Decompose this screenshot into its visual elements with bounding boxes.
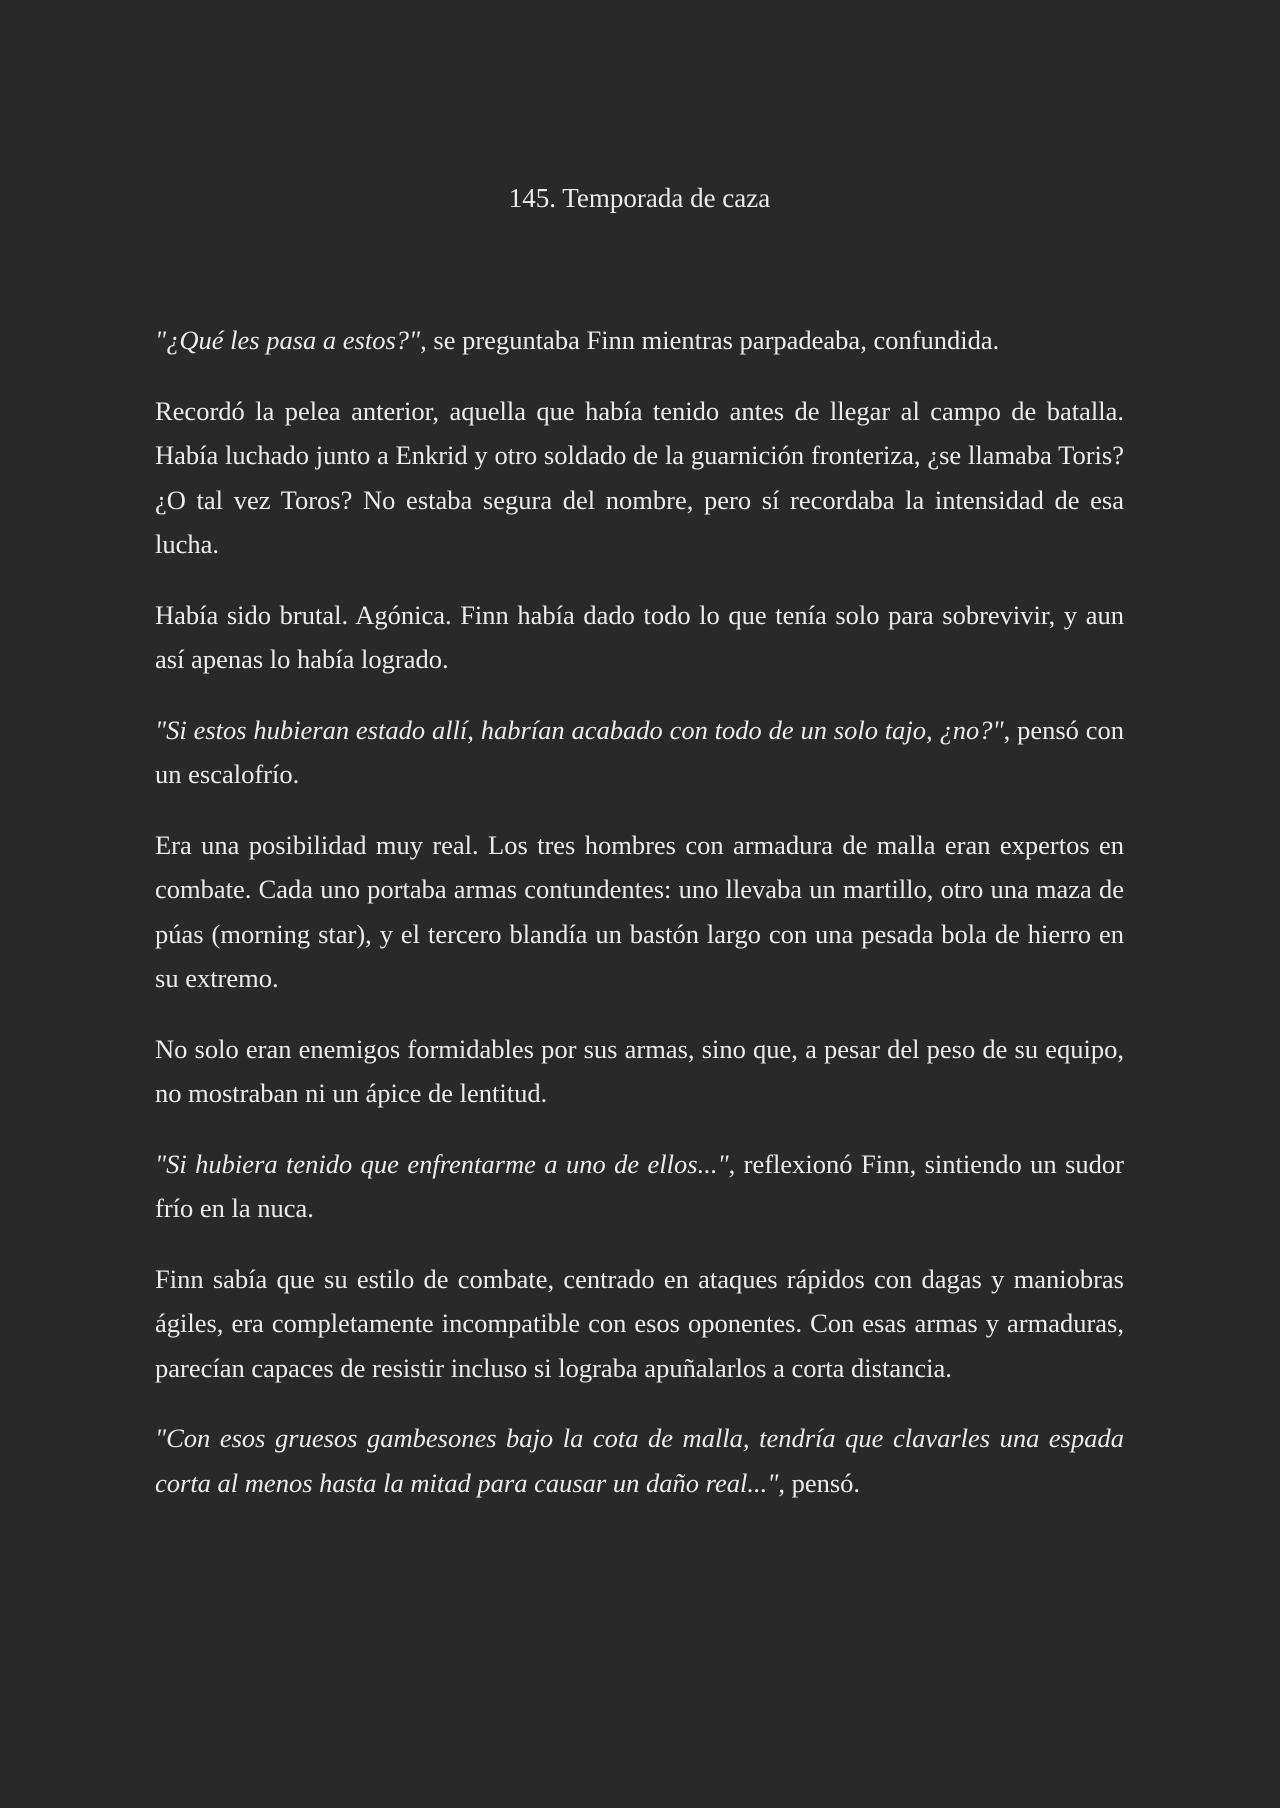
inner-thought-text: "¿Qué les pasa a estos?" — [155, 325, 421, 355]
chapter-body — [155, 318, 1124, 1531]
narration-text: , se preguntaba Finn mientras parpadeaba, confundida. — [420, 325, 1000, 355]
paragraph: No solo eran enemigos formidables por sus armas, sino que, a pesar del peso de su equipo, no mostraban ni un ápice de lentitud. — [155, 1033, 1124, 1108]
narration-text: , reflexionó Finn, sintiendo un sudor frío en la nuca. — [155, 1148, 1124, 1223]
paragraph: Recordó la pelea anterior, aquella que había tenido antes de llegar al campo de batalla. Había luchado junto a Enkrid y otro soldado de la guarnición fronteriza, ¿se llamaba Toris? ¿O tal vez Toros? No estaba segura del nombre, pero sí recordaba la intensidad de esa lucha. — [155, 395, 1124, 559]
inner-thought-text: "Con esos gruesos gambesones bajo la cota de malla, tendría que clavarles una espada corta al menos hasta la mitad para causar un daño real...", — [155, 1423, 1124, 1498]
paragraph: Había sido brutal. Agónica. Finn había dado todo lo que tenía solo para sobrevivir, y aun así apenas lo había logrado. — [155, 599, 1124, 674]
paragraph-thought — [155, 1416, 1124, 1505]
inner-thought-text: "Si estos hubieran estado allí, habrían acabado con todo de un solo tajo, ¿no?" — [155, 714, 1004, 745]
chapter-title: 145. Temporada de caza — [508, 183, 771, 213]
paragraph: Finn sabía que su estilo de combate, centrado en ataques rápidos con dagas y maniobras ágiles, era completamente incompatible con esos oponentes. Con esas armas y armaduras, parecían capaces de resistir incluso si lograba apuñalarlos a corta distancia. — [155, 1263, 1124, 1383]
narration-text: , pensó con un escalofrío. — [155, 714, 1124, 789]
paragraph-thought — [155, 708, 1124, 797]
inner-thought-text: "Si hubiera tenido que enfrentarme a uno de ellos..." — [155, 1148, 729, 1179]
paragraph-thought — [155, 1142, 1124, 1231]
paragraph: Era una posibilidad muy real. Los tres hombres con armadura de malla eran expertos en combate. Cada uno portaba armas contundentes: uno llevaba un martillo, otro una maza de púas (morning star), y el tercero blandía un bastón largo con una pesada bola de hierro en su extremo. — [155, 829, 1124, 993]
narration-text: pensó. — [784, 1467, 861, 1498]
paragraph-thought — [155, 318, 1124, 363]
